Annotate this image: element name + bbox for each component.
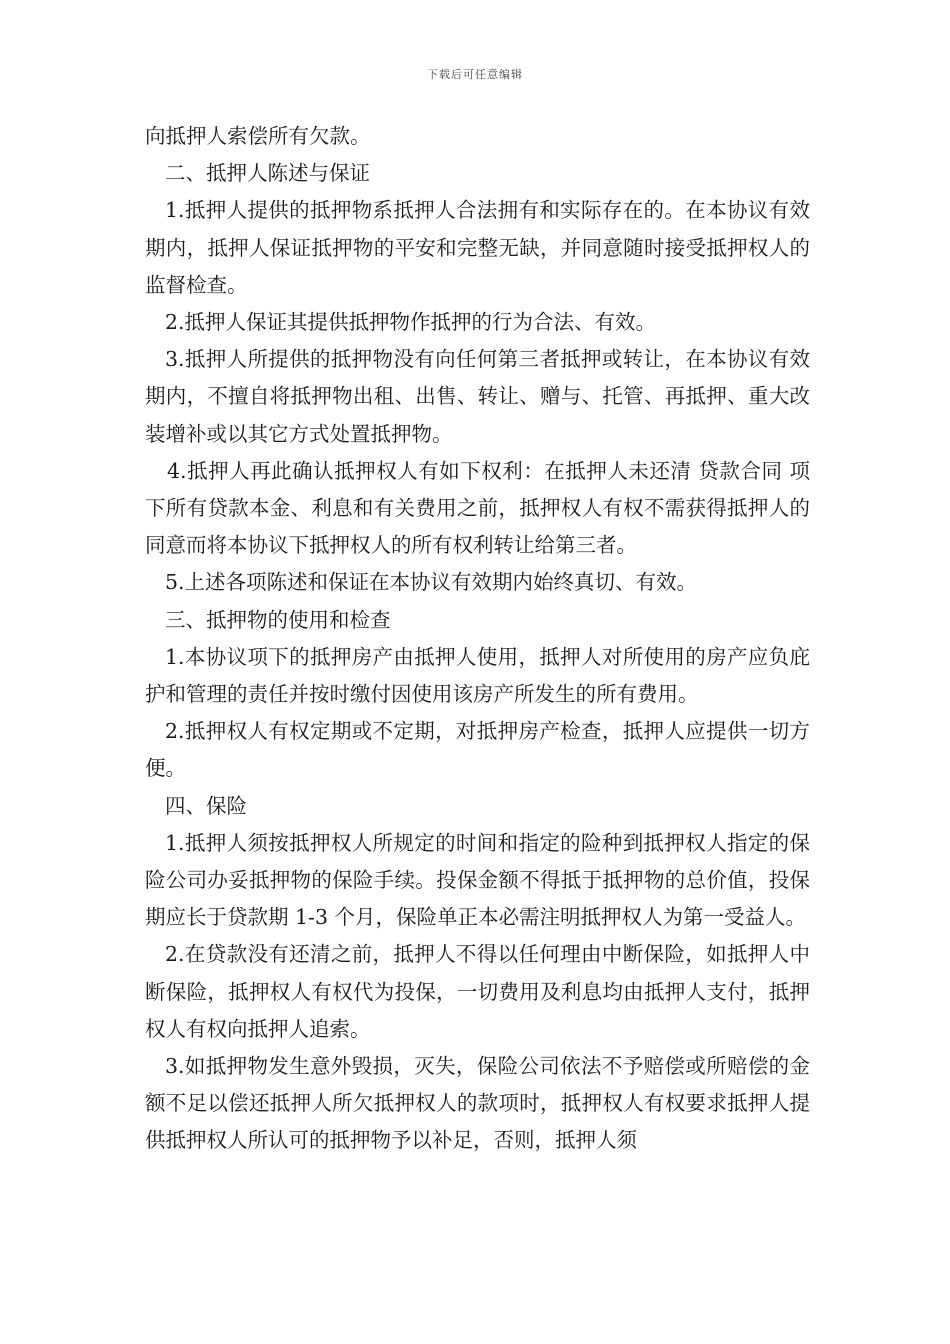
section-heading-3: 三、抵押物的使用和检查 <box>165 607 391 632</box>
paragraph-item: 3.如抵押物发生意外毁损，灭失，保险公司依法不予赔偿或所赔偿的金额不足以偿还抵押人所欠抵押权人的款项时，抵押权人有权要求抵押人提供抵押权人所认可的抵押物予以补足，否则，抵押人须 <box>145 1054 810 1153</box>
section-heading-2: 二、抵押人陈述与保证 <box>165 161 370 186</box>
paragraph-continuation: 向抵押人索偿所有欠款。 <box>145 124 371 148</box>
paragraph-item: 1.本协议项下的抵押房产由抵押人使用，抵押人对所使用的房产应负庇护和管理的责任并按时缴付因使用该房产所发生的所有费用。 <box>145 644 810 707</box>
section-heading-4: 四、保险 <box>165 793 247 818</box>
paragraph-item: 1.抵押人须按抵押权人所规定的时间和指定的险种到抵押权人指定的保险公司办妥抵押物的保险手续。投保金额不得抵于抵押物的总价值，投保期应长于贷款期 1-3 个月，保险单正本必需注明抵押权人为第一受益人。 <box>145 830 810 930</box>
paragraph-item: 2.抵押人保证其提供抵押物作抵押的行为合法、有效。 <box>165 310 657 335</box>
paragraph-item: 2.抵押权人有权定期或不定期，对抵押房产检查，抵押人应提供一切方便。 <box>145 719 810 781</box>
paragraph-item: 2.在贷款没有还清之前，抵押人不得以任何理由中断保险，如抵押人中断保险，抵押权人有权代为投保，一切费用及利息均由抵押人支付，抵押权人有权向抵押人追索。 <box>145 942 810 1041</box>
paragraph-item: 1.抵押人提供的抵押物系抵押人合法拥有和实际存在的。在本协议有效期内，抵押人保证抵押物的平安和完整无缺，并同意随时接受抵押权人的监督检查。 <box>145 198 810 297</box>
document-body <box>145 118 810 1160</box>
page-header: 下载后可任意编辑 <box>427 68 523 81</box>
paragraph-item: 3.抵押人所提供的抵押物没有向任何第三者抵押或转让，在本协议有效期内，不擅自将抵押物出租、出售、转让、赠与、托管、再抵押、重大改装增补或以其它方式处置抵押物。 <box>145 347 810 446</box>
paragraph-item: 4.抵押人再此确认抵押权人有如下权利：在抵押人未还清 贷款合同 项下所有贷款本金、利息和有关费用之前，抵押权人有权不需获得抵押人的同意而将本协议下抵押权人的所有权利转让给第三者。 <box>145 458 810 558</box>
paragraph-item: 5.上述各项陈述和保证在本协议有效期内始终真切、有效。 <box>165 570 698 595</box>
